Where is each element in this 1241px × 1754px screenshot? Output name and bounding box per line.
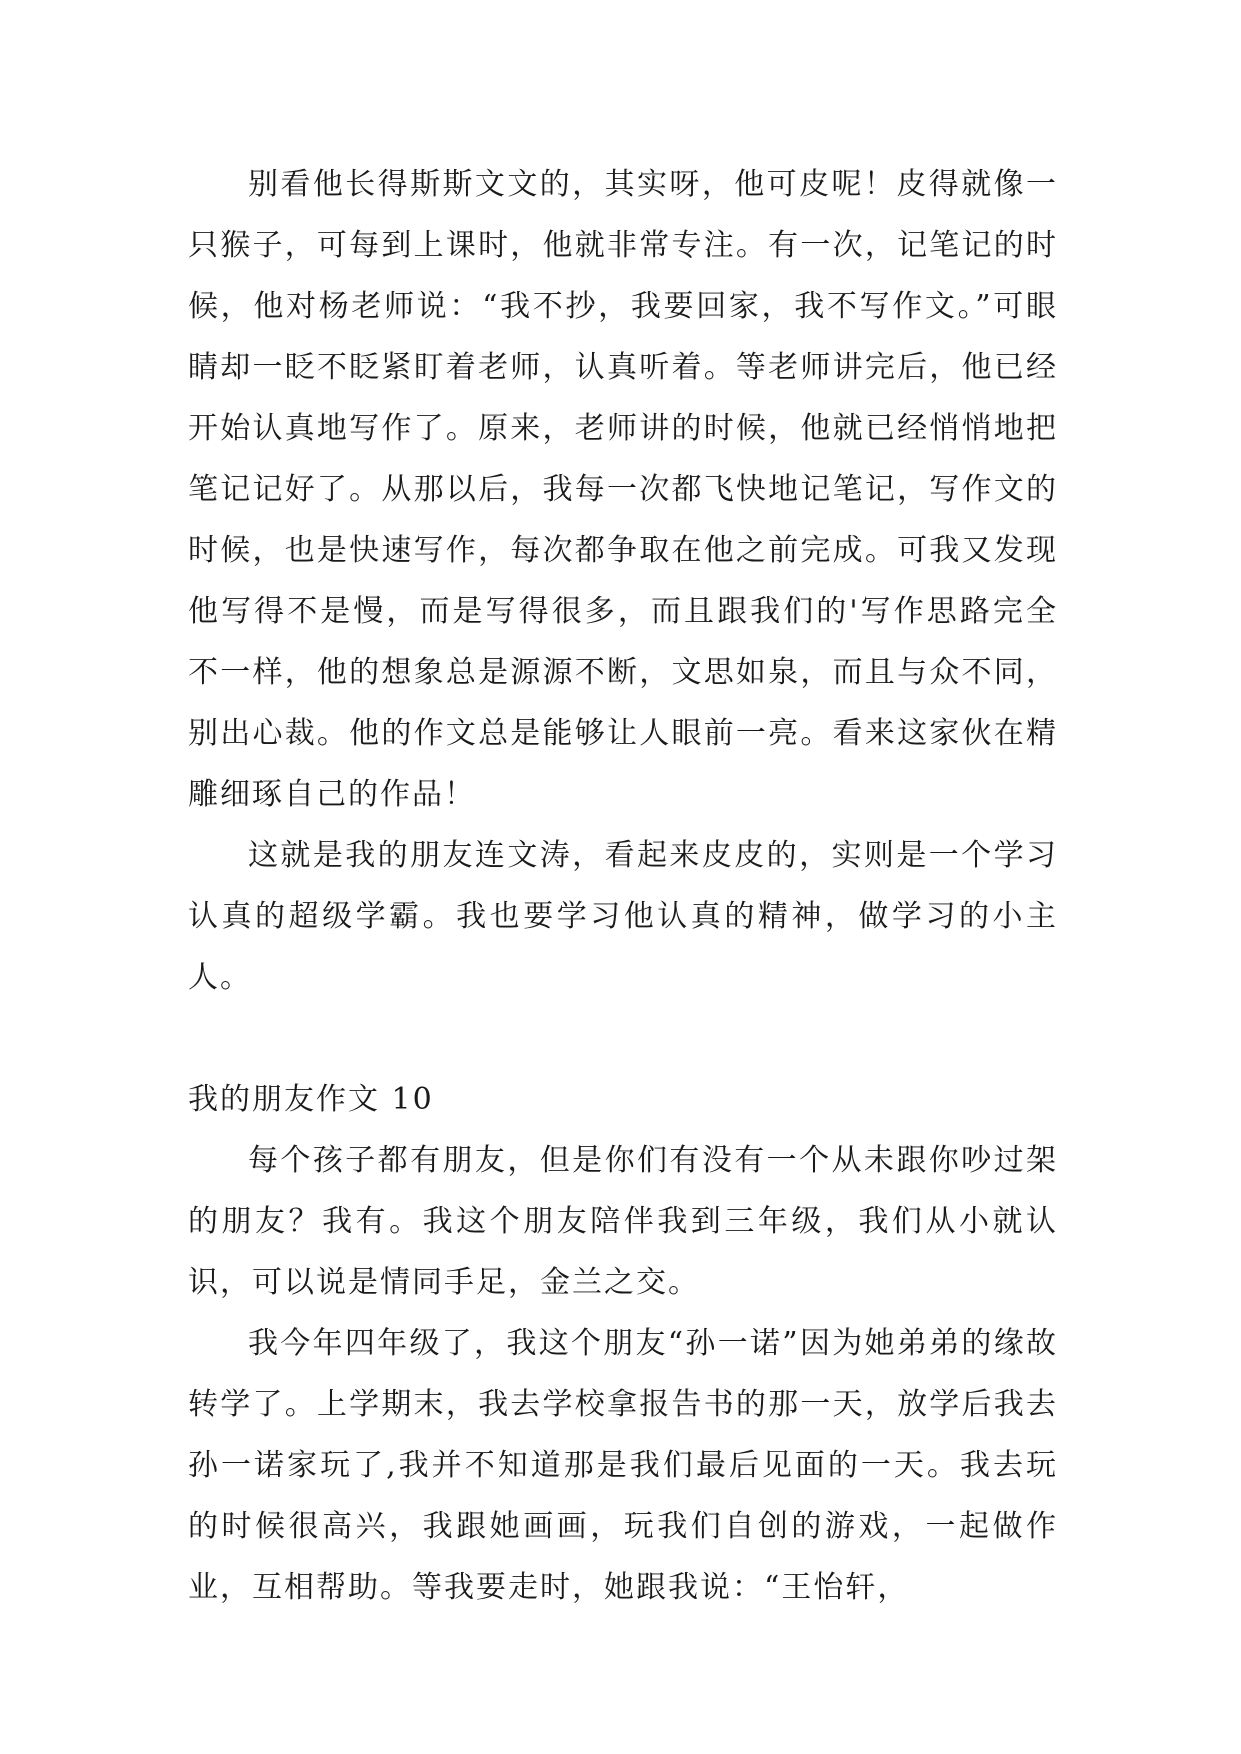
- document-body: [188, 154, 1058, 1618]
- paragraph-essay-story: 我今年四年级了，我这个朋友“孙一诺”因为她弟弟的缘故转学了。上学期末，我去学校拿报告书的那一天，放学后我去孙一诺家玩了,我并不知道那是我们最后见面的一天。我去玩的时候很高兴，我跟她画画，玩我们自创的游戏，一起做作业，互相帮助。等我要走时，她跟我说：“王怡轩，: [188, 1326, 1058, 1605]
- section-heading: 我的朋友作文 10: [188, 1082, 434, 1117]
- paragraph-essay-intro: 每个孩子都有朋友，但是你们有没有一个从未跟你吵过架的朋友？我有。我这个朋友陪伴我到三年级，我们从小就认识，可以说是情同手足，金兰之交。: [188, 1143, 1058, 1300]
- paragraph-friend-description: 别看他长得斯斯文文的，其实呀，他可皮呢！皮得就像一只猴子，可每到上课时，他就非常专注。有一次，记笔记的时候，他对杨老师说：“我不抄，我要回家，我不写作文。”可眼睛却一眨不眨紧盯着老师，认真听着。等老师讲完后，他已经开始认真地写作了。原来，老师讲的时候，他就已经悄悄地把笔记记好了。从那以后，我每一次都飞快地记笔记，写作文的时候，也是快速写作，每次都争取在他之前完成。可我又发现他写得不是慢，而是写得很多，而且跟我们的'写作思路完全不一样，他的想象总是源源不断，文思如泉，而且与众不同，别出心裁。他的作文总是能够让人眼前一亮。看来这家伙在精雕细琢自己的作品！: [188, 167, 1058, 812]
- paragraph-friend-conclusion: 这就是我的朋友连文涛，看起来皮皮的，实则是一个学习认真的超级学霸。我也要学习他认真的精神，做学习的小主人。: [188, 838, 1058, 995]
